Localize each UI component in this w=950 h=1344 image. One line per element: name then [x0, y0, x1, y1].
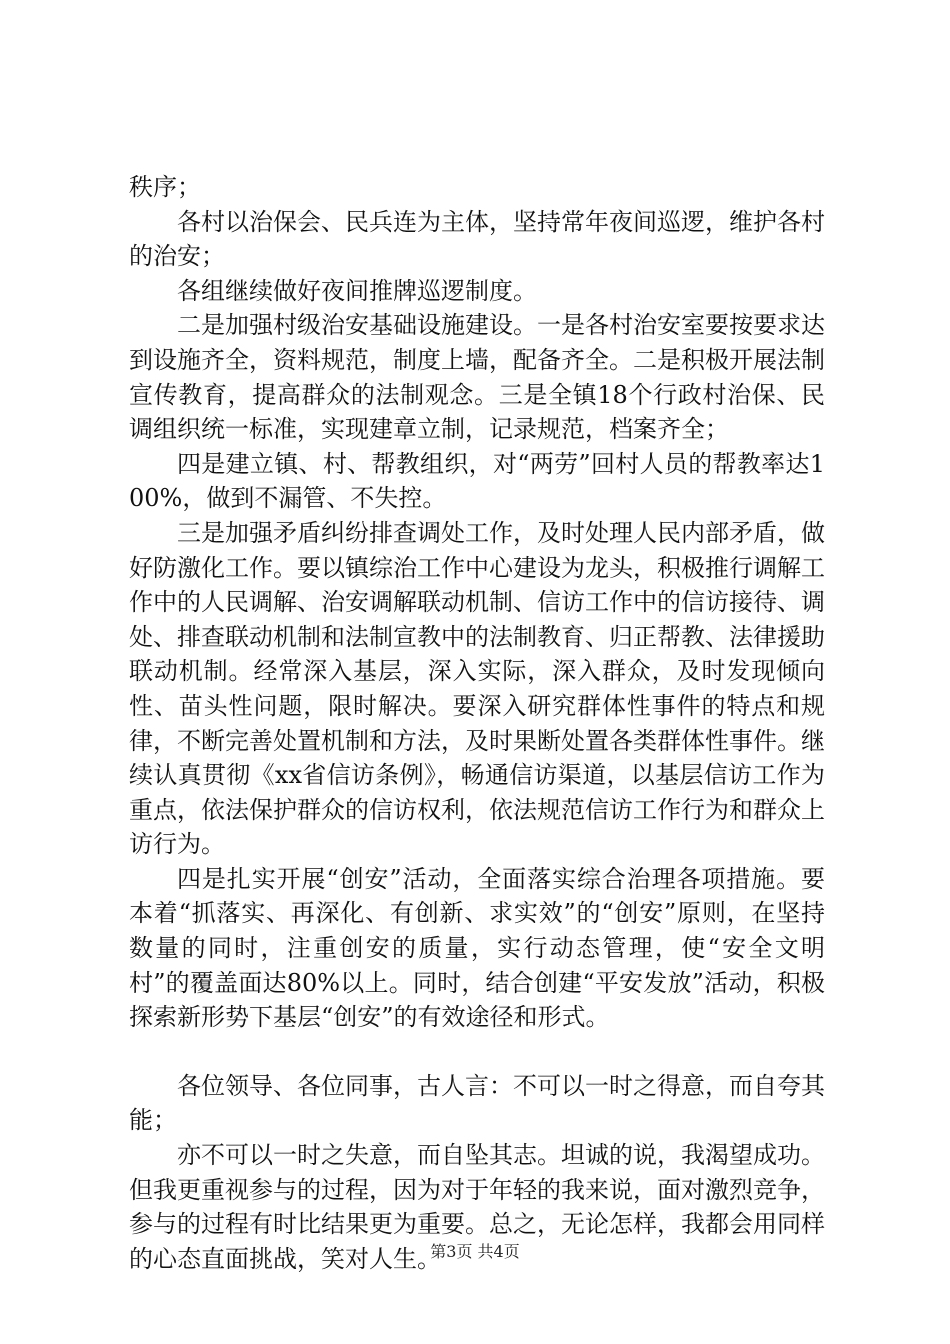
- paragraph-2: 各村以治保会、民兵连为主体，坚持常年夜间巡逻，维护各村的治安；: [129, 207, 825, 271]
- page-number-footer: 第3页 共4页: [430, 1242, 520, 1261]
- paragraph-8: 各位领导、各位同事，古人言：不可以一时之得意，而自夸其能；: [129, 1071, 825, 1135]
- paragraph-spacer: [129, 1035, 825, 1069]
- paragraph-9: 亦不可以一时之失意，而自坠其志。坦诚的说，我渴望成功。但我更重视参与的过程，因为对于年轻的我来说，面对激烈竞争，参与的过程有时比结果更为重要。总之，无论怎样，我都会用同样的心态直面挑战，笑对人生。: [129, 1141, 825, 1273]
- document-body: [129, 170, 825, 1276]
- paragraph-3: 各组继续做好夜间推牌巡逻制度。: [177, 276, 537, 305]
- paragraph-7: 四是扎实开展“创安”活动，全面落实综合治理各项措施。要本着“抓落实、再深化、有创新、求实效”的“创安”原则，在坚持数量的同时，注重创安的质量，实行动态管理，使“安全文明村”的覆盖面达80%以上。同时，结合创建“平安发放”活动，积极探索新形势下基层“创安”的有效途径和形式。: [129, 864, 825, 1032]
- paragraph-6: 三是加强矛盾纠纷排查调处工作，及时处理人民内部矛盾，做好防激化工作。要以镇综治工作中心建设为龙头，积极推行调解工作中的人民调解、治安调解联动机制、信访工作中的信访接待、调处、排查联动机制和法制宣教中的法制教育、归正帮教、法律援助联动机制。经常深入基层，深入实际，深入群众，及时发现倾向性、苗头性问题，限时解决。要深入研究群体性事件的特点和规律，不断完善处置机制和方法，及时果断处置各类群体性事件。继续认真贯彻《xx省信访条例》，畅通信访渠道，以基层信访工作为重点，依法保护群众的信访权利，依法规范信访工作行为和群众上访行为。: [129, 518, 825, 859]
- paragraph-4: 二是加强村级治安基础设施建设。一是各村治安室要按要求达到设施齐全，资料规范，制度上墙，配备齐全。二是积极开展法制宣传教育，提高群众的法制观念。三是全镇18个行政村治保、民调组织统一标准，实现建章立制，记录规范，档案齐全；: [129, 311, 825, 444]
- paragraph-5: 四是建立镇、村、帮教组织，对“两劳”回村人员的帮教率达100%，做到不漏管、不失控。: [129, 449, 825, 513]
- paragraph-1: 秩序；: [129, 173, 201, 201]
